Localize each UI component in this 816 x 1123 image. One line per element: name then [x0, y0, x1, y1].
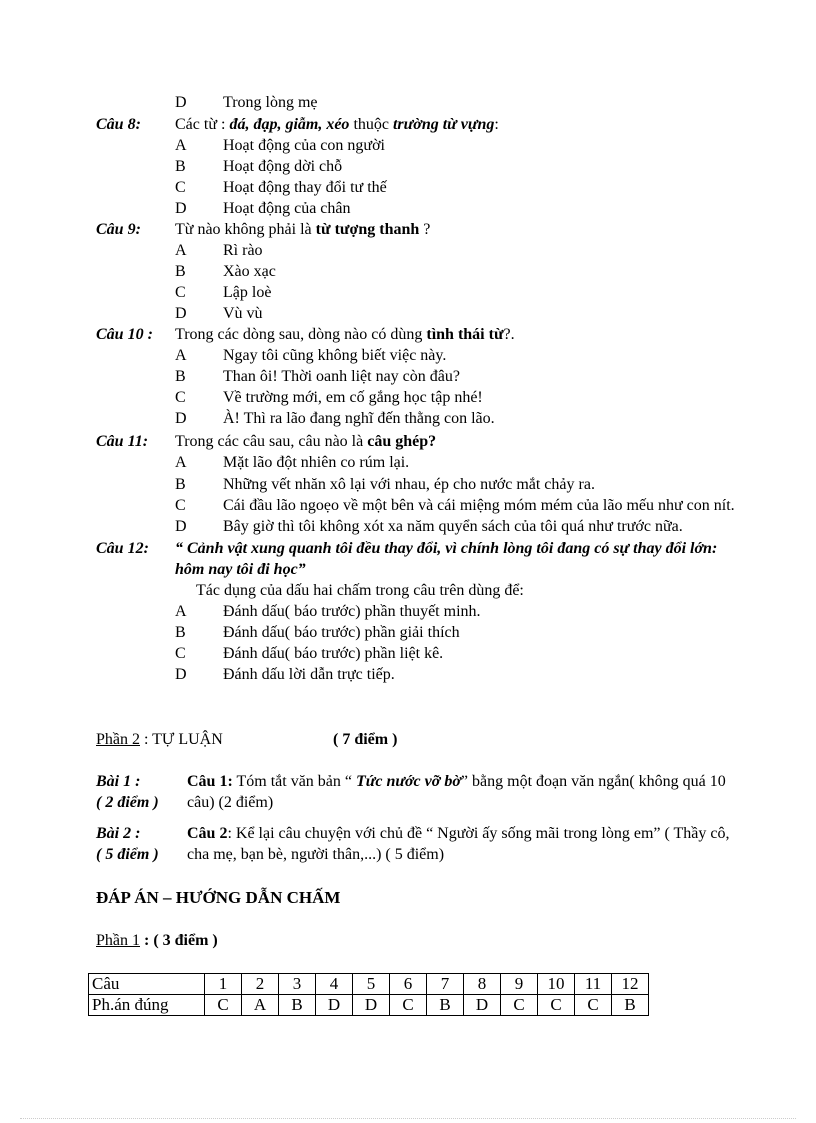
- option-text: Hoạt động thay đổi tư thế: [223, 179, 387, 196]
- bai1-cau: Câu 1:: [187, 773, 233, 790]
- option-text: Đánh dấu lời dẫn trực tiếp.: [223, 666, 395, 683]
- option-letter: D: [175, 305, 187, 322]
- part1-heading-label: Phần 1: [96, 932, 140, 949]
- bai1-text-line2: câu) (2 điểm): [187, 794, 274, 811]
- bai1-post: ” bằng một đoạn văn ngắn( không quá 10: [460, 773, 726, 790]
- q9-post: ?: [419, 221, 431, 238]
- option-text: À! Thì ra lão đang nghĩ đến thằng con lão.: [223, 410, 495, 427]
- q9-bold: từ tượng thanh: [315, 221, 420, 238]
- option-letter: B: [175, 368, 186, 385]
- option-text: Rì rào: [223, 242, 263, 259]
- answer-cell: D: [316, 995, 353, 1016]
- option-letter: C: [175, 497, 186, 514]
- bai2-label: Bài 2 :: [96, 825, 141, 842]
- option-letter: B: [175, 624, 186, 641]
- q12-quote: “ Cảnh vật xung quanh tôi đều thay đổi, vì chính lòng tôi đang có sự thay đổi lớn:: [175, 540, 718, 557]
- option-letter: A: [175, 242, 187, 259]
- option-text: Than ôi! Thời oanh liệt nay còn đâu?: [223, 368, 460, 385]
- part2-sep: :: [140, 731, 153, 748]
- q12-label: Câu 12:: [96, 540, 149, 557]
- option-letter: A: [175, 603, 187, 620]
- question-number: 7: [427, 974, 464, 995]
- option-letter: C: [175, 645, 186, 662]
- bai2-line1: : Kể lại câu chuyện với chủ đề “ Người ấy sống mãi trong lòng em” ( Thầy cô,: [227, 825, 730, 842]
- question-number: 2: [242, 974, 279, 995]
- table-row: [89, 995, 649, 1016]
- answer-cell: C: [501, 995, 538, 1016]
- part2-heading-label: Phần 2: [96, 731, 140, 748]
- q8-mid: thuộc: [349, 116, 393, 133]
- option-letter: D: [175, 666, 187, 683]
- q11-text: [175, 432, 436, 452]
- q8-label: Câu 8:: [96, 116, 141, 133]
- bai2-points: ( 5 điểm ): [96, 846, 159, 863]
- option-text: Trong lòng mẹ: [223, 94, 318, 111]
- table-row: [89, 974, 649, 995]
- q10-label: Câu 10 :: [96, 326, 153, 343]
- option-letter: A: [175, 347, 187, 364]
- option-letter: A: [175, 137, 187, 154]
- answer-cell: D: [464, 995, 501, 1016]
- option-letter: D: [175, 94, 187, 111]
- option-letter: D: [175, 518, 187, 535]
- answer-cell: B: [427, 995, 464, 1016]
- question-number: 12: [612, 974, 649, 995]
- q12-quote-line2: [175, 560, 306, 580]
- q11-bold: câu ghép?: [367, 433, 437, 450]
- q8-pre: Các từ :: [175, 116, 230, 133]
- bai1-pre: Tóm tắt văn bản “: [232, 773, 357, 790]
- q9-label: Câu 9:: [96, 221, 141, 238]
- option-letter: C: [175, 389, 186, 406]
- option-text: Hoạt động dời chỗ: [223, 158, 343, 175]
- option-text: Đánh dấu( báo trước) phần giải thích: [223, 624, 460, 641]
- option-text: Đánh dấu( báo trước) phần thuyết minh.: [223, 603, 481, 620]
- answer-cell: D: [353, 995, 390, 1016]
- answer-cell: C: [575, 995, 612, 1016]
- option-text: Đánh dấu( báo trước) phần liệt kê.: [223, 645, 444, 662]
- row-label: Ph.án đúng: [89, 995, 205, 1016]
- option-text: Xào xạc: [223, 263, 276, 280]
- q11-label: Câu 11:: [96, 433, 149, 450]
- q8-field: trường từ vựng: [392, 116, 495, 133]
- bai1-points: ( 2 điểm ): [96, 794, 159, 811]
- option-letter: A: [175, 454, 187, 471]
- question-number: 6: [390, 974, 427, 995]
- option-text: Những vết nhăn xô lại với nhau, ép cho nước mắt chảy ra.: [223, 476, 595, 493]
- q9-pre: Từ nào không phải là: [175, 221, 316, 238]
- option-letter: D: [175, 410, 187, 427]
- q12-prompt: Tác dụng của dấu hai chấm trong câu trên dùng để:: [196, 582, 524, 599]
- question-number: 8: [464, 974, 501, 995]
- answer-cell: C: [538, 995, 575, 1016]
- q10-pre: Trong các dòng sau, dòng nào có dùng: [175, 326, 427, 343]
- q10-bold: tình thái từ: [426, 326, 504, 343]
- answer-cell: A: [242, 995, 279, 1016]
- bai2-text-line1: [187, 824, 730, 844]
- bai1-label: Bài 1 :: [96, 773, 141, 790]
- bai1-title: Tức nước vỡ bờ: [356, 773, 461, 790]
- question-number: 3: [279, 974, 316, 995]
- q8-post: :: [494, 116, 499, 133]
- q12-quote-end: hôm nay tôi đi học”: [175, 561, 306, 578]
- option-text: Về trường mới, em cố gắng học tập nhé!: [223, 389, 483, 406]
- answer-key-heading: ĐÁP ÁN – HƯỚNG DẪN CHẤM: [96, 888, 341, 907]
- option-text: Cái đầu lão ngoẹo về một bên và cái miệng móm mém của lão mếu như con nít.: [223, 497, 735, 514]
- question-number: 1: [205, 974, 242, 995]
- option-text: Lập loè: [223, 284, 272, 301]
- q9-text: [175, 220, 430, 240]
- option-text: Mặt lão đột nhiên co rúm lại.: [223, 454, 410, 471]
- part2-title: TỰ LUẬN: [152, 731, 223, 748]
- option-text: Hoạt động của chân: [223, 200, 351, 217]
- option-text: Bây giờ thì tôi không xót xa năm quyển sách của tôi quá như trước nữa.: [223, 518, 683, 535]
- answer-cell: C: [390, 995, 427, 1016]
- q11-pre: Trong các câu sau, câu nào là: [175, 433, 368, 450]
- question-number: 11: [575, 974, 612, 995]
- option-letter: B: [175, 158, 186, 175]
- answer-cell: C: [205, 995, 242, 1016]
- q8-words: đá, đạp, giẫm, xéo: [229, 116, 350, 133]
- row-label: Câu: [89, 974, 205, 995]
- answer-cell: B: [612, 995, 649, 1016]
- option-letter: C: [175, 284, 186, 301]
- option-text: Vù vù: [223, 305, 263, 322]
- part2-points: ( 7 điểm ): [333, 731, 398, 748]
- part1-heading: [96, 931, 218, 951]
- option-letter: C: [175, 179, 186, 196]
- question-number: 10: [538, 974, 575, 995]
- option-letter: D: [175, 200, 187, 217]
- page-bottom-rule: [20, 1118, 796, 1119]
- q10-text: [175, 325, 515, 345]
- q10-post: ?.: [503, 326, 515, 343]
- option-text: Ngay tôi cũng không biết việc này.: [223, 347, 447, 364]
- question-number: 9: [501, 974, 538, 995]
- bai2-text-line2: cha mẹ, bạn bè, người thân,...) ( 5 điểm): [187, 846, 445, 863]
- part1-points: : ( 3 điểm ): [140, 932, 218, 949]
- question-number: 5: [353, 974, 390, 995]
- bai1-text-line1: [187, 772, 726, 792]
- bai2-cau: Câu 2: [187, 825, 228, 842]
- option-text: Hoạt động của con người: [223, 137, 385, 154]
- q12-quote-line1: [175, 539, 717, 559]
- option-letter: B: [175, 476, 186, 493]
- answer-table: [88, 973, 649, 1016]
- answer-cell: B: [279, 995, 316, 1016]
- question-number: 4: [316, 974, 353, 995]
- option-letter: B: [175, 263, 186, 280]
- q8-text: [175, 115, 499, 135]
- part2-heading: [96, 730, 223, 750]
